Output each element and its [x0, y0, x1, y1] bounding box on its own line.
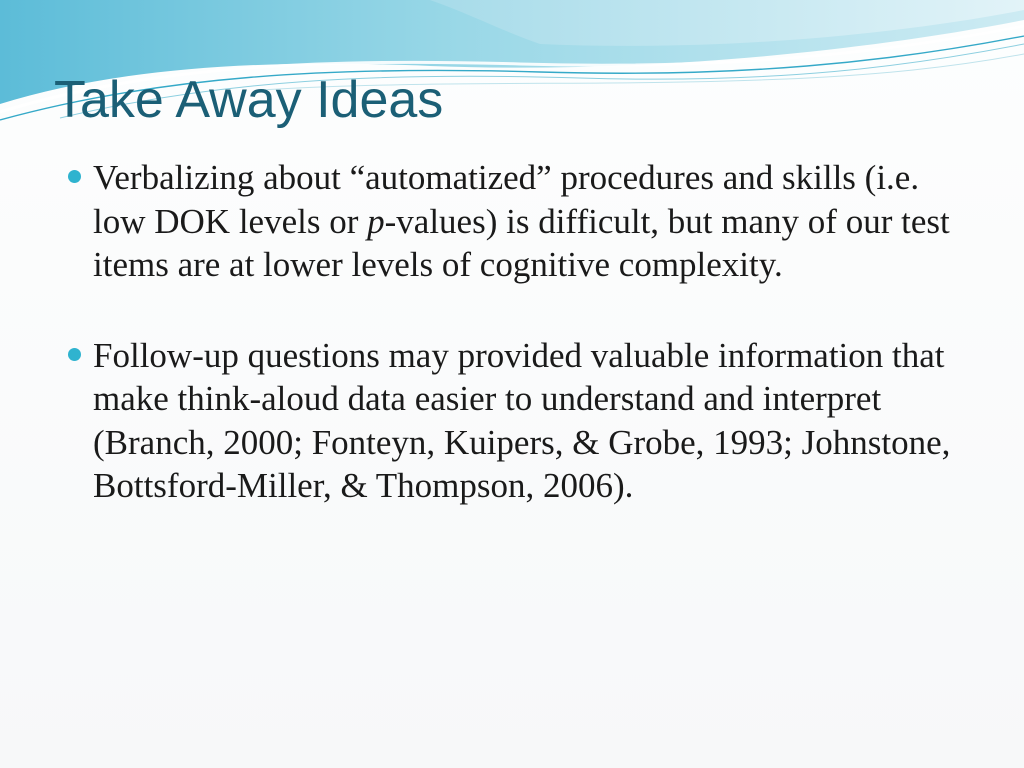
bullet-text: Follow-up questions may provided valuable information that make think-aloud data easier to understand and interpret (Branch, 2000; Fonteyn, Kuipers, & Grobe, 1993; Johnstone, Bottsford-Miller, & Thompson, 2006). [93, 335, 951, 505]
bullet-dot-icon [68, 170, 81, 183]
bullet-text-part: Verbalizing about “automatized” procedures and skills (i.e. low DOK levels or [93, 158, 920, 241]
slide-title: Take Away Ideas [54, 71, 444, 129]
bullet-list [64, 156, 964, 508]
p-italic: p [367, 201, 385, 241]
bullet-text [93, 156, 964, 287]
bullet-text-part: -values) is difficult, but many of our test items are at lower levels of cognitive complexity. [93, 201, 950, 284]
bullet-item [64, 334, 964, 508]
bullet-item [64, 156, 964, 287]
bullet-dot-icon [68, 348, 81, 361]
